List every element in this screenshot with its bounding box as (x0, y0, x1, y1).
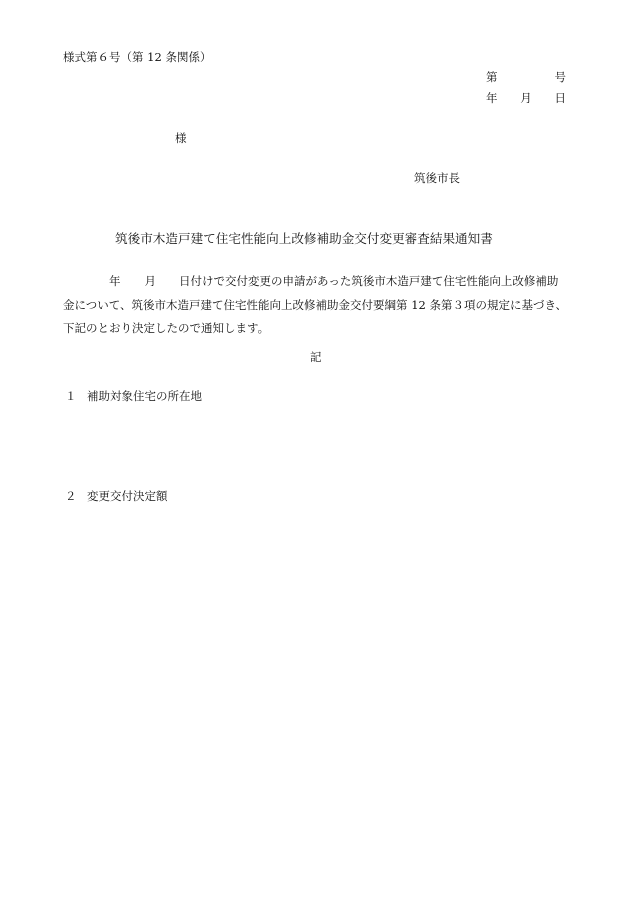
number-suffix: 号 (554, 70, 566, 84)
item-property-location (65, 391, 202, 403)
issue-date-line (486, 93, 566, 105)
document-number-line (486, 72, 566, 84)
item-number: １ (65, 389, 77, 403)
body-line-1-text: 日付けで交付変更の申請があった筑後市木造戸建て住宅性能向上改修補助 (179, 274, 559, 288)
item-changed-grant-amount (65, 491, 168, 503)
body-month-label: 月 (144, 274, 156, 288)
recipient-honorific: 様 (175, 131, 187, 145)
item-label: 補助対象住宅の所在地 (87, 389, 202, 403)
date-day-label: 日 (554, 91, 566, 105)
number-prefix: 第 (486, 70, 498, 84)
date-month-label: 月 (520, 91, 532, 105)
body-line-1 (63, 270, 573, 294)
item-number: ２ (65, 489, 77, 503)
body-paragraph (63, 270, 573, 341)
item-label: 変更交付決定額 (87, 489, 168, 503)
ki-heading: 記 (310, 350, 322, 364)
sender-name: 筑後市長 (414, 171, 460, 185)
form-label: 様式第６号（第 12 条関係） (63, 50, 212, 64)
document-title: 筑後市木造戸建て住宅性能向上改修補助金交付変更審査結果通知書 (115, 231, 493, 246)
date-year-label: 年 (486, 91, 498, 105)
body-line-2: 金について、筑後市木造戸建て住宅性能向上改修補助金交付要綱第 12 条第３項の規定に基づき、 (63, 297, 568, 312)
body-year-label: 年 (109, 274, 121, 288)
body-line-3: 下記のとおり決定したので通知します。 (63, 321, 270, 335)
